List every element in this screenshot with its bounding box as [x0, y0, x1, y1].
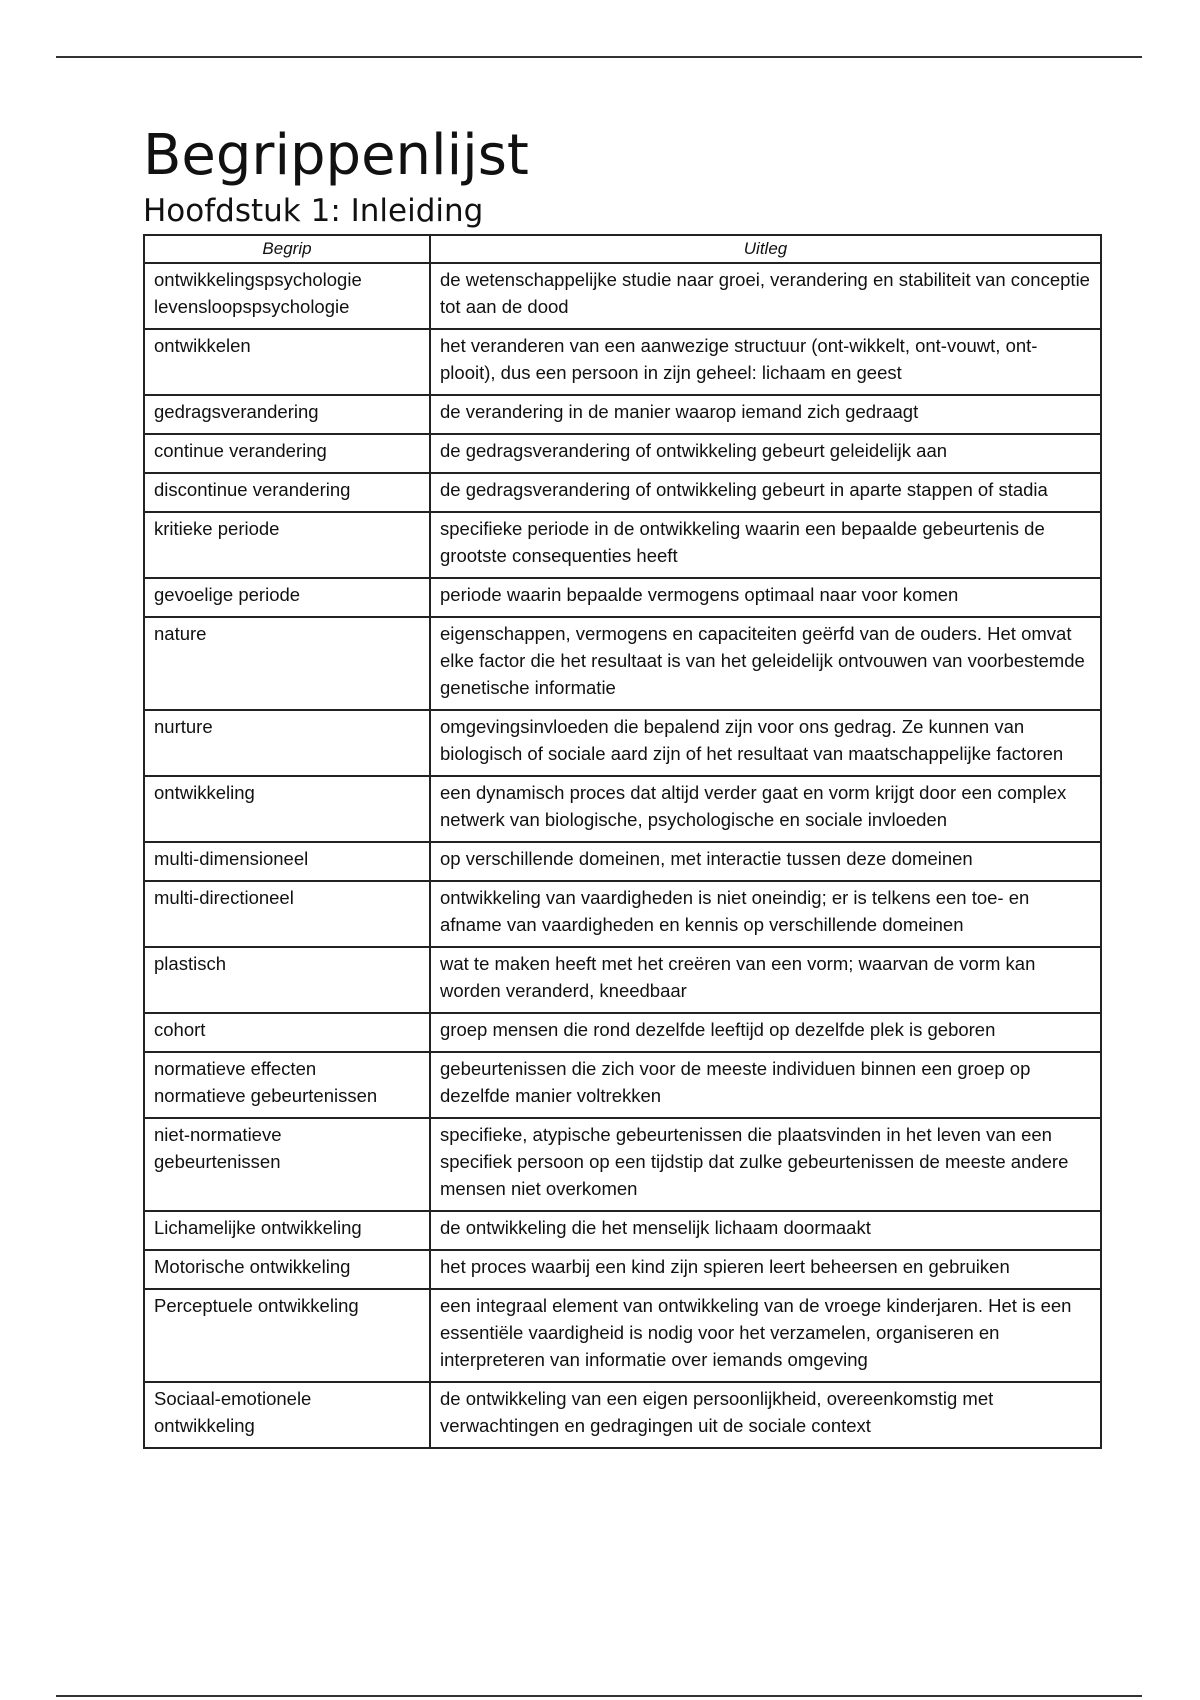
term-text: normatieve gebeurtenissen — [154, 1085, 378, 1106]
term-text: ontwikkelingspsychologie — [154, 269, 362, 290]
term-cell — [144, 617, 430, 710]
definition-cell: de ontwikkeling die het menselijk lichaam doormaakt — [430, 1211, 1101, 1250]
definition-cell: eigenschappen, vermogens en capaciteiten geërfd van de ouders. Het omvat elke factor die het resultaat is van het geleidelijk ontvouwen van voorbestemde genetische informatie — [430, 617, 1101, 710]
definition-cell: de ontwikkeling van een eigen persoonlijkheid, overeenkomstig met verwachtingen en gedragingen uit de sociale context — [430, 1382, 1101, 1448]
term-cell — [144, 1211, 430, 1250]
definition-cell: de gedragsverandering of ontwikkeling gebeurt geleidelijk aan — [430, 434, 1101, 473]
table-row — [144, 881, 1101, 947]
glossary-table — [143, 234, 1102, 1449]
definition-cell: het proces waarbij een kind zijn spieren leert beheersen en gebruiken — [430, 1250, 1101, 1289]
definition-cell: specifieke periode in de ontwikkeling waarin een bepaalde gebeurtenis de grootste consequenties heeft — [430, 512, 1101, 578]
term-cell — [144, 1289, 430, 1382]
term-cell — [144, 947, 430, 1013]
term-text: gedragsverandering — [154, 401, 319, 422]
term-cell — [144, 842, 430, 881]
term-cell — [144, 881, 430, 947]
term-text: Lichamelijke ontwikkeling — [154, 1217, 362, 1238]
term-text: cohort — [154, 1019, 206, 1040]
term-text: ontwikkeling — [154, 782, 255, 803]
term-text: normatieve effecten — [154, 1058, 317, 1079]
table-row — [144, 776, 1101, 842]
definition-cell: gebeurtenissen die zich voor de meeste individuen binnen een groep op dezelfde manier voltrekken — [430, 1052, 1101, 1118]
table-row — [144, 710, 1101, 776]
table-row — [144, 1382, 1101, 1448]
definition-cell: periode waarin bepaalde vermogens optimaal naar voor komen — [430, 578, 1101, 617]
term-text: nurture — [154, 716, 213, 737]
table-row — [144, 578, 1101, 617]
definition-cell: wat te maken heeft met het creëren van een vorm; waarvan de vorm kan worden veranderd, kneedbaar — [430, 947, 1101, 1013]
table-row — [144, 1052, 1101, 1118]
term-cell — [144, 434, 430, 473]
table-row — [144, 1250, 1101, 1289]
definition-cell: omgevingsinvloeden die bepalend zijn voor ons gedrag. Ze kunnen van biologisch of sociale aard zijn of het resultaat van maatschappelijke factoren — [430, 710, 1101, 776]
term-cell — [144, 1052, 430, 1118]
term-cell — [144, 395, 430, 434]
table-row — [144, 617, 1101, 710]
term-cell — [144, 512, 430, 578]
term-text: Perceptuele ontwikkeling — [154, 1295, 359, 1316]
column-header-definition: Uitleg — [430, 235, 1101, 263]
term-cell — [144, 1118, 430, 1211]
definition-cell: de verandering in de manier waarop iemand zich gedraagt — [430, 395, 1101, 434]
term-text: gevoelige periode — [154, 584, 301, 605]
glossary-body — [144, 263, 1101, 1448]
term-cell — [144, 776, 430, 842]
page-title: Begrippenlijst — [143, 123, 529, 188]
term-text: niet-normatieve — [154, 1124, 282, 1145]
table-row — [144, 395, 1101, 434]
table-row — [144, 434, 1101, 473]
table-row — [144, 263, 1101, 329]
term-text: Sociaal-emotionele — [154, 1388, 312, 1409]
table-row — [144, 1013, 1101, 1052]
table-row — [144, 1211, 1101, 1250]
term-text: multi-dimensioneel — [154, 848, 309, 869]
term-cell — [144, 710, 430, 776]
term-text: Motorische ontwikkeling — [154, 1256, 351, 1277]
definition-cell: de gedragsverandering of ontwikkeling gebeurt in aparte stappen of stadia — [430, 473, 1101, 512]
term-text: ontwikkeling — [154, 1415, 255, 1436]
definition-cell: het veranderen van een aanwezige structuur (ont-wikkelt, ont-vouwt, ont-plooit), dus een persoon in zijn geheel: lichaam en geest — [430, 329, 1101, 395]
definition-cell: op verschillende domeinen, met interactie tussen deze domeinen — [430, 842, 1101, 881]
term-cell — [144, 473, 430, 512]
definition-cell: een dynamisch proces dat altijd verder gaat en vorm krijgt door een complex netwerk van biologische, psychologische en sociale invloeden — [430, 776, 1101, 842]
column-header-term: Begrip — [144, 235, 430, 263]
term-cell — [144, 578, 430, 617]
table-row — [144, 947, 1101, 1013]
term-text: multi-directioneel — [154, 887, 294, 908]
table-row — [144, 329, 1101, 395]
term-cell — [144, 263, 430, 329]
term-cell — [144, 1013, 430, 1052]
definition-cell: een integraal element van ontwikkeling van de vroege kinderjaren. Het is een essentiële vaardigheid is nodig voor het verzamelen, organiseren en interpreteren van informatie over iemands omgeving — [430, 1289, 1101, 1382]
term-text: continue verandering — [154, 440, 327, 461]
term-text: levensloopspsychologie — [154, 296, 350, 317]
term-text: nature — [154, 623, 207, 644]
term-cell — [144, 329, 430, 395]
term-text: gebeurtenissen — [154, 1151, 281, 1172]
table-row — [144, 1289, 1101, 1382]
term-cell — [144, 1250, 430, 1289]
table-row — [144, 512, 1101, 578]
chapter-subtitle: Hoofdstuk 1: Inleiding — [143, 193, 484, 229]
table-row — [144, 473, 1101, 512]
table-row — [144, 1118, 1101, 1211]
term-text: kritieke periode — [154, 518, 280, 539]
term-cell — [144, 1382, 430, 1448]
table-header-row — [144, 235, 1101, 263]
definition-cell: specifieke, atypische gebeurtenissen die plaatsvinden in het leven van een specifiek persoon op een tijdstip dat zulke gebeurtenissen de meeste andere mensen niet overkomen — [430, 1118, 1101, 1211]
definition-cell: groep mensen die rond dezelfde leeftijd op dezelfde plek is geboren — [430, 1013, 1101, 1052]
definition-cell: ontwikkeling van vaardigheden is niet oneindig; er is telkens een toe- en afname van vaardigheden en kennis op verschillende domeinen — [430, 881, 1101, 947]
term-text: discontinue verandering — [154, 479, 351, 500]
definition-cell: de wetenschappelijke studie naar groei, verandering en stabiliteit van conceptie tot aan de dood — [430, 263, 1101, 329]
header-rule — [56, 56, 1142, 58]
table-row — [144, 842, 1101, 881]
footer-rule — [56, 1695, 1142, 1697]
term-text: plastisch — [154, 953, 226, 974]
term-text: ontwikkelen — [154, 335, 251, 356]
